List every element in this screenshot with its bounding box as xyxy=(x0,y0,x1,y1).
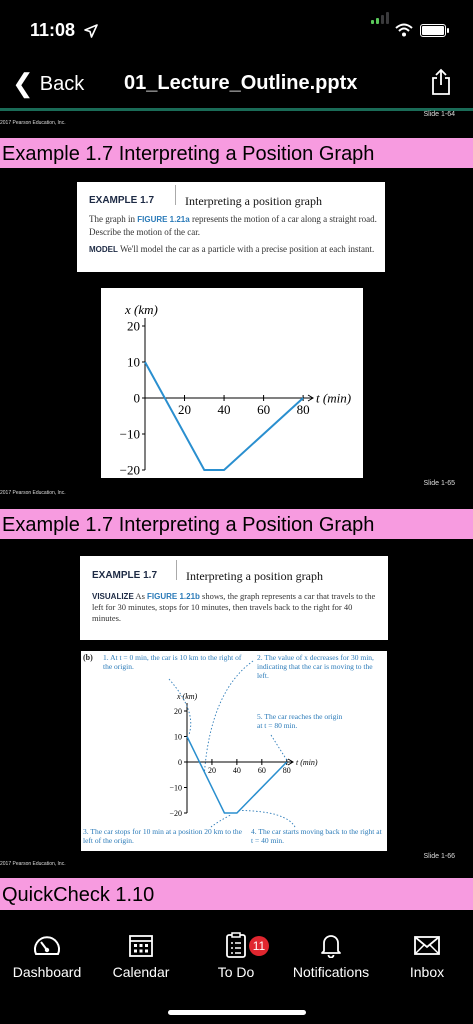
todo-badge: 11 xyxy=(249,936,269,956)
tab-label: To Do xyxy=(217,964,255,980)
figure-ref: FIGURE 1.21a xyxy=(137,215,190,224)
tab-notifications[interactable] xyxy=(283,932,379,980)
y-tick-label: −20 xyxy=(119,462,140,478)
slide-copyright: 2017 Pearson Education, Inc. xyxy=(0,490,66,496)
x-axis-label: t (min) xyxy=(296,757,318,767)
slide-title-bar xyxy=(0,509,473,539)
slide-title-bar xyxy=(0,878,473,910)
slide-1-64[interactable] xyxy=(0,108,473,138)
x-tick-label: 80 xyxy=(296,402,310,417)
bell-icon xyxy=(318,932,344,958)
slide-title: Example 1.7 Interpreting a Position Graph xyxy=(2,514,375,536)
example-card xyxy=(77,182,385,272)
y-tick-label: 20 xyxy=(127,318,140,334)
callout-5 xyxy=(271,735,287,760)
x-axis-label: t (min) xyxy=(316,390,352,406)
inbox-icon xyxy=(413,932,441,958)
calendar-icon xyxy=(128,932,154,958)
position-graph-a xyxy=(101,288,363,478)
share-icon[interactable] xyxy=(428,68,454,96)
tab-label: Inbox xyxy=(409,964,445,980)
y-tick-label: 0 xyxy=(133,390,140,406)
example-body: The graph in FIGURE 1.21a represents the motion of a car along a straight road. Describe the motion of the car. xyxy=(89,214,377,237)
y-tick-label: 20 xyxy=(174,706,182,716)
location-arrow-icon xyxy=(84,24,98,38)
callout-2 xyxy=(204,661,253,772)
callout-3 xyxy=(211,815,231,827)
slide-1-66[interactable] xyxy=(0,505,473,875)
back-button[interactable] xyxy=(12,68,84,99)
home-indicator xyxy=(168,1010,306,1015)
slide-1-65[interactable] xyxy=(0,138,473,502)
position-graph-b xyxy=(81,651,387,851)
figure-ref: FIGURE 1.21b xyxy=(147,592,200,601)
status-bar xyxy=(0,0,473,62)
todo-icon xyxy=(223,932,249,958)
slide-number: Slide 1-64 xyxy=(423,111,455,118)
note-3: 3. The car stops for 10 min at a position 20 km to the left of the origin. xyxy=(83,827,243,845)
y-tick-label: 0 xyxy=(178,757,182,767)
tab-todo[interactable] xyxy=(189,932,283,980)
nav-bar xyxy=(0,62,473,108)
example-card xyxy=(80,556,388,640)
y-tick-label: −20 xyxy=(169,808,182,818)
chevron-left-icon: ❮ xyxy=(12,68,34,98)
x-tick-label: 40 xyxy=(217,402,231,417)
note-4: 4. The car starts moving back to the right at t = 40 min. xyxy=(251,827,382,845)
x-tick-label: 60 xyxy=(257,402,271,417)
note-1: 1. At t = 0 min, the car is 10 km to the right of the origin. xyxy=(103,653,242,671)
callout-4 xyxy=(239,810,295,827)
back-label: Back xyxy=(39,73,85,95)
y-tick-label: 10 xyxy=(127,354,140,370)
example-label: EXAMPLE 1.7 xyxy=(92,570,158,581)
tab-label: Notifications xyxy=(292,964,370,980)
wifi-icon xyxy=(395,23,413,37)
document-title: 01_Lecture_Outline.pptx xyxy=(124,72,358,94)
tab-dashboard[interactable] xyxy=(0,932,94,980)
y-axis-label: x (km) xyxy=(177,692,198,701)
slide-title: QuickCheck 1.10 xyxy=(2,884,155,906)
status-time: 11:08 xyxy=(30,20,76,40)
example-title: Interpreting a position graph xyxy=(186,569,323,583)
slide-copyright: 2017 Pearson Education, Inc. xyxy=(0,120,66,126)
tab-calendar[interactable] xyxy=(94,932,188,980)
panel-label: (b) xyxy=(83,653,93,662)
slide-copyright: 2017 Pearson Education, Inc. xyxy=(0,861,66,867)
example-title: Interpreting a position graph xyxy=(185,194,322,208)
tab-label: Calendar xyxy=(112,964,170,980)
note-2: 2. The value of x decreases for 30 min, indicating that the car is moving to the left. xyxy=(257,653,374,680)
y-tick-label: 10 xyxy=(174,732,182,742)
slide-quickcheck[interactable] xyxy=(0,878,473,922)
x-tick-label: 40 xyxy=(232,766,241,775)
tab-label: Dashboard xyxy=(12,964,82,980)
dashboard-icon xyxy=(32,932,62,958)
x-tick-label: 20 xyxy=(207,766,216,775)
slide-title: Example 1.7 Interpreting a Position Graph xyxy=(2,143,375,165)
annotated-figure xyxy=(81,651,387,851)
model-text: MODEL We'll model the car as a particle with a precise position at each instant. xyxy=(89,244,375,254)
battery-icon xyxy=(420,24,446,37)
x-tick-label: 60 xyxy=(257,766,266,775)
x-tick-label: 20 xyxy=(178,402,192,417)
x-tick-label: 80 xyxy=(282,766,291,775)
slide-number: Slide 1-66 xyxy=(423,853,455,860)
note-5: 5. The car reaches the origin at t = 80 min. xyxy=(257,712,343,730)
y-tick-label: −10 xyxy=(119,426,140,442)
tab-bar xyxy=(0,922,473,1024)
visualize-text: VISUALIZE As FIGURE 1.21b shows, the graph represents a car that travels to the left for 30 minutes, stops for 10 minutes, then travels back to the right for 40 minutes. xyxy=(92,591,376,623)
y-axis-label: x (km) xyxy=(125,302,158,317)
tab-inbox[interactable] xyxy=(380,932,473,980)
slide-number: Slide 1-65 xyxy=(423,480,455,487)
slide-title-bar xyxy=(0,138,473,168)
example-label: EXAMPLE 1.7 xyxy=(89,195,155,206)
y-tick-label: −10 xyxy=(169,783,182,793)
